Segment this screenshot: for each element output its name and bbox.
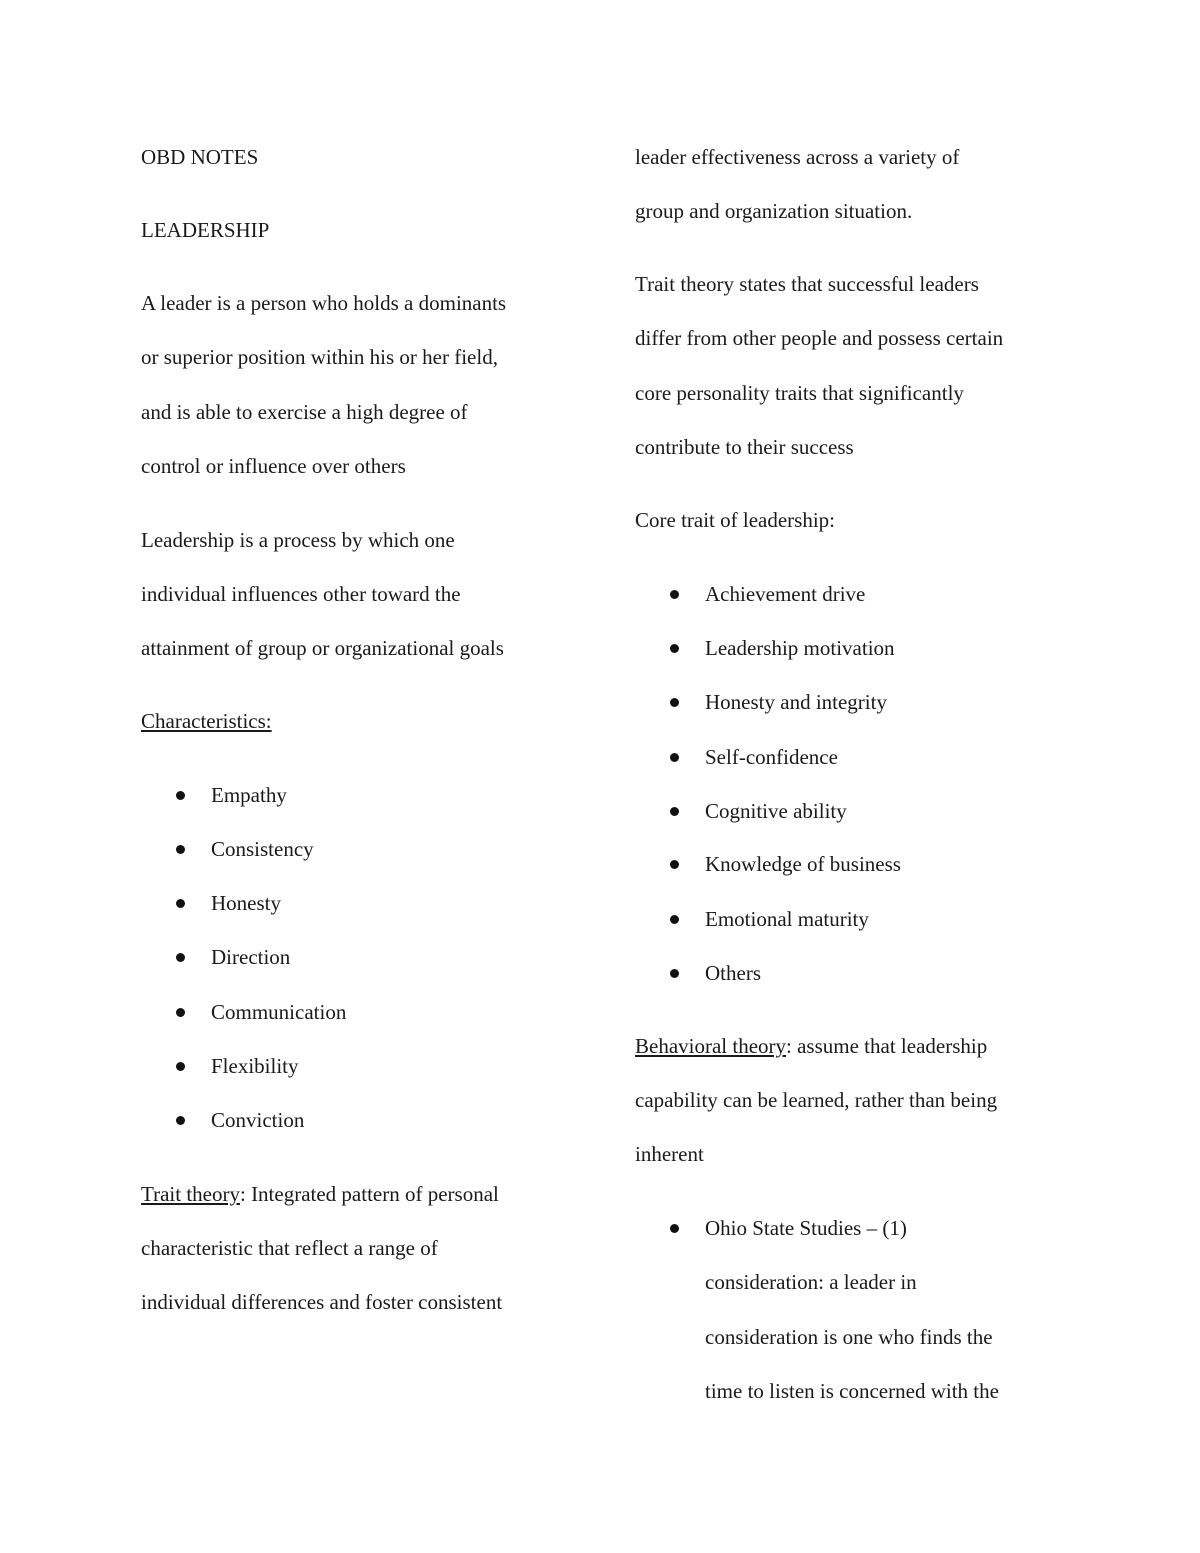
- document-title: OBD NOTES: [141, 145, 259, 169]
- trait-theory-line: individual differences and foster consistent: [141, 1290, 503, 1314]
- leader-def-line: A leader is a person who holds a dominants: [141, 291, 507, 315]
- bullet-icon: [176, 1008, 185, 1017]
- trait-statement-line: Trait theory states that successful leaders: [635, 272, 979, 296]
- bullet-icon: [176, 791, 185, 800]
- leader-def-line: or superior position within his or her field,: [141, 345, 498, 369]
- bullet-icon: [670, 753, 679, 762]
- bullet-icon: [670, 860, 679, 869]
- bullet-icon: [670, 915, 679, 924]
- trait-statement-line: core personality traits that significantly: [635, 381, 964, 405]
- core-traits-heading: Core trait of leadership:: [635, 508, 836, 532]
- continuation-line: leader effectiveness across a variety of: [635, 145, 960, 169]
- section-heading: LEADERSHIP: [141, 218, 270, 242]
- trait-statement-line: differ from other people and possess certain: [635, 326, 1004, 350]
- bullet-icon: [670, 1224, 679, 1233]
- bullet-icon: [670, 969, 679, 978]
- bullet-icon: [670, 590, 679, 599]
- document-page: OBD NOTES LEADERSHIP A leader is a person who holds a dominants or superior position within his or her field, and is able to exercise a high degree of control or influence over others Leadership is a process by which one individual influences other toward the attainment of group or organizational goals Characteristics: Empathy Consistency Honesty Direction Communication Flexibility Conviction Trait theory: Integrated pattern of personal characteristic that reflect a range of individual differences and foster consistent leader effectiveness across a variety of group and organization situation. Trait theory states that successful leaders differ from other people and possess certain core personality traits that significantly contribute to their success Core trait of leadership: Achievement drive Leadership motivation Honesty and integrity Self-confidence Cognitive ability Knowledge of business Emotional maturity Others Behavioral theory: assume that leadership capability can be learned, rather than being inherent Ohio State Studies – (1) consideration: a leader in consideration is one who finds the time to listen is concerned with the: [141, 145, 1004, 1403]
- trait-theory-label: Trait theory: [141, 1182, 240, 1206]
- bullet-icon: [176, 953, 185, 962]
- trait-theory-line: characteristic that reflect a range of: [141, 1236, 438, 1260]
- leadership-def-line: individual influences other toward the: [141, 582, 461, 606]
- bullet-icon: [176, 845, 185, 854]
- behavioral-theory-line: Behavioral theory: assume that leadership: [635, 1034, 988, 1058]
- leader-def-line: control or influence over others: [141, 454, 406, 478]
- bullet-icon: [670, 698, 679, 707]
- leadership-def-line: Leadership is a process by which one: [141, 528, 455, 552]
- characteristics-heading: Characteristics:: [141, 709, 272, 733]
- trait-statement-line: contribute to their success: [635, 435, 854, 459]
- behavioral-theory-line: capability can be learned, rather than being: [635, 1088, 998, 1112]
- behavioral-theory-line: inherent: [635, 1142, 704, 1166]
- leader-def-line: and is able to exercise a high degree of: [141, 400, 468, 424]
- bullet-icon: [176, 1062, 185, 1071]
- behavioral-theory-label: Behavioral theory: [635, 1034, 787, 1058]
- bullet-icon: [670, 644, 679, 653]
- bullet-icon: [670, 807, 679, 816]
- trait-theory-line: Trait theory: Integrated pattern of personal: [141, 1182, 499, 1206]
- leadership-def-line: attainment of group or organizational goals: [141, 636, 504, 660]
- continuation-line: group and organization situation.: [635, 199, 913, 223]
- bullet-icon: [176, 1116, 185, 1125]
- bullet-icon: [176, 899, 185, 908]
